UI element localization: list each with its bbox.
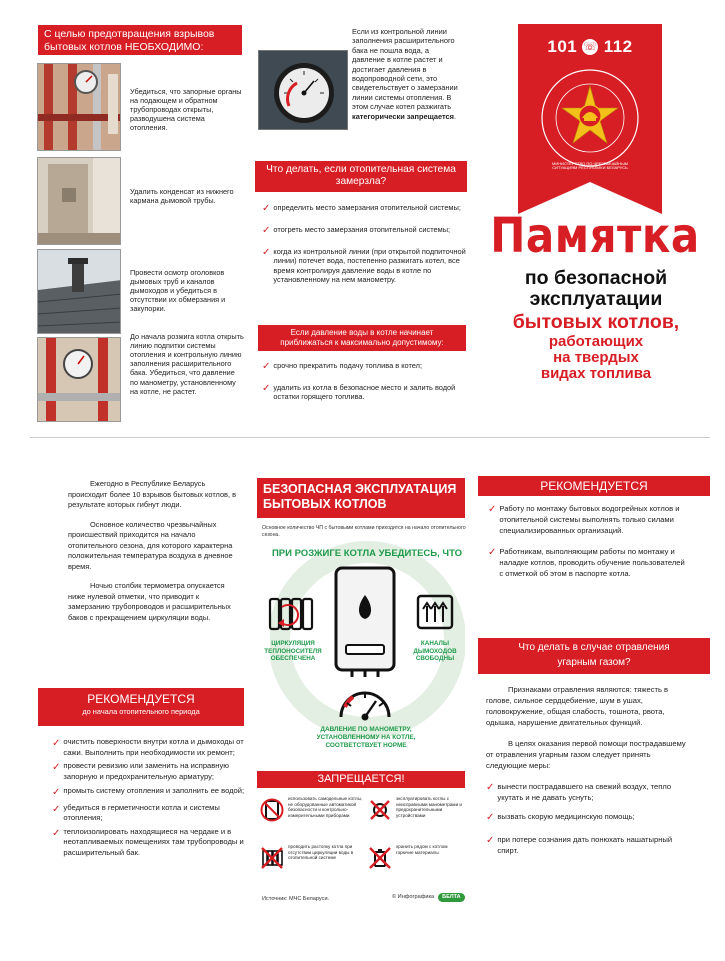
top-left-item-1: Убедиться, что запорные органы на подающем и обратном трубопроводах открыты, разводушена система отопления.	[130, 87, 242, 133]
chimney-channels-icon	[416, 594, 454, 630]
title-line-3: бытовых котлов,	[512, 311, 680, 334]
check-icon: ✓	[52, 738, 61, 749]
top-left-item-4: До начала розжига котла открыть линию подпитки системы отопления и контрольную линию заполнения расширительного бака. Убедиться, что давление по манометру, установленному на котле, не растет.	[130, 332, 244, 396]
gauge-label: ДАВЛЕНИЕ ПО МАНОМЕТРУ, УСТАНОВЛЕННОМУ НА КОТЛЕ, СООТВЕТСТВУЕТ НОРМЕ	[316, 726, 416, 749]
frozen-item: ✓ отогреть место замерзания отопительной системы;	[262, 224, 451, 236]
title-line-6: видах топлива	[540, 364, 652, 382]
pressure-list	[262, 361, 467, 407]
emergency-banner	[518, 24, 662, 214]
forbidden-grid	[260, 796, 470, 886]
photo-pipes-manometer	[37, 63, 121, 151]
check-icon: ✓	[262, 203, 271, 214]
check-icon: ✓	[488, 547, 497, 558]
section-divider	[30, 437, 710, 438]
forbidden-item: хранить рядом с котлом горючие материалы	[368, 844, 470, 884]
infographic-source: Источник: МЧС Беларуси.	[262, 896, 330, 902]
no-circulation-icon	[260, 846, 284, 870]
co-heading: Что делать в случае отравления угарным газом?	[478, 638, 710, 674]
check-icon: ✓	[486, 834, 495, 846]
bl-rec-heading-box	[38, 688, 244, 726]
br-rec-item: ✓ Работу по монтажу бытовых водогрейных котлов и отопительной системы выполнять только силами специализированных организаций.	[488, 504, 680, 535]
title-line-5: на твердых	[553, 349, 639, 367]
infographic-subtitle: Основное количество ЧП с бытовыми котлами приходится на начало отопительного сезона.	[262, 525, 466, 538]
infographic-title: БЕЗОПАСНАЯ ЭКСПЛУАТАЦИЯ БЫТОВЫХ КОТЛОВ	[257, 478, 465, 518]
co-item: ✓ при потере сознания дать понюхать нашатырный спирт.	[486, 834, 673, 855]
bl-rec-item: ✓ провести ревизию или заменить на исправную запорную и предохранительную арматуру;	[52, 761, 229, 781]
bl-rec-item: ✓ очистить поверхности внутри котла и дымоходы от сажи. Выполнить при необходимости их ремонт;	[52, 737, 244, 757]
br-rec-heading: РЕКОМЕНДУЕТСЯ	[478, 476, 710, 496]
bl-rec-item: ✓ промыть систему отопления и заполнить ее водой;	[52, 785, 245, 798]
infographic-credit: © Инфографика БЕЛТА	[392, 893, 465, 902]
intro-post: .	[453, 111, 457, 121]
intro-bold: категорически запрещается	[352, 111, 454, 121]
bl-rec-sub: до начала отопительного периода	[82, 707, 200, 716]
title-sub-block	[478, 268, 714, 382]
circulation-label: ЦИРКУЛЯЦИЯ ТЕПЛОНОСИТЕЛЯ ОБЕСПЕЧЕНА	[264, 640, 322, 663]
phone-112: 112	[603, 37, 633, 56]
check-icon: ✓	[262, 361, 271, 372]
top-left-heading: С целью предотвращения взрывов бытовых котлов НЕОБХОДИМО:	[34, 25, 242, 55]
check-icon: ✓	[52, 762, 61, 774]
check-icon: ✓	[486, 812, 495, 823]
mchs-emblem	[540, 68, 640, 171]
co-section	[486, 684, 688, 861]
forbidden-item: проводить растопку котла при отсутствии циркуляции воды в отопительной системе	[260, 844, 365, 884]
co-item: ✓ вызвать скорую медицинскую помощь;	[486, 811, 688, 826]
title-main: Памятка	[490, 207, 700, 264]
check-heading: ПРИ РОЗЖИГЕ КОТЛА УБЕДИТЕСЬ, ЧТО	[271, 548, 463, 559]
check-icon: ✓	[52, 803, 61, 815]
check-icon: ✓	[486, 782, 495, 793]
co-item: ✓ вынести пострадавшего на свежий воздух, тепло укутать и не давать уснуть;	[486, 782, 672, 802]
br-rec-item: ✓ Работникам, выполняющим работы по монтажу и наладке котлов, проводить обучение пользователей с отметкой об этом в паспорте котла.	[488, 547, 685, 578]
co-paragraph: В целях оказания первой помощи пострадавшему от отравления угарным газом следует принять следующие меры:	[486, 739, 686, 770]
phone-icon: ☏	[583, 41, 598, 53]
top-left-item-3: Провести осмотр оголовков дымовых труб и каналов дымоходов и убедиться в отсутствии их обмерзания и закупорки.	[130, 268, 226, 314]
emblem-ring-text: МИНИСТЕРСТВО ПО ЧРЕЗВЫЧАЙНЫМ СИТУАЦИЯМ РЕСПУБЛИКИ БЕЛАРУСЬ	[551, 161, 629, 171]
boiler-illustration	[332, 565, 398, 677]
intro-paragraph: Основное количество чрезвычайных происшествий приходится на начало отопительного сезона, для которого характерна положительная температура воздуха в дневное время.	[68, 519, 233, 571]
title-line-4: работающих	[548, 333, 644, 351]
bl-rec-list	[52, 737, 246, 864]
chimney-label: КАНАЛЫ ДЫМОХОДОВ СВОБОДНЫ	[413, 640, 457, 663]
phone-101: 101	[547, 37, 578, 56]
frozen-item: ✓ когда из контрольной линии (при открытой подпиточной линии) потечет вода, постепенно разжигать котел, все время контролируя давление воды в котле по установленному на нем манометру.	[262, 246, 466, 284]
title-line-1: по безопасной	[524, 267, 668, 289]
pressure-heading: Если давление воды в котле начинает приближаться к максимально допустимому:	[258, 325, 466, 351]
no-flammables-icon	[368, 846, 392, 870]
title-line-2: эксплуатации	[529, 288, 663, 311]
no-faulty-gauge-icon	[368, 798, 392, 822]
check-icon: ✓	[262, 382, 271, 394]
top-left-item-2: Удалить конденсат из нижнего кармана дымовой трубы.	[130, 187, 234, 206]
no-homemade-boiler-icon	[260, 798, 284, 822]
photo-chimney-condensate	[37, 157, 121, 245]
intro-paragraph: Ночью столбик термометра опускается ниже нулевой отметки, что приводит к замерзанию трубопроводов и расширительных баков с прекращением циркуляции воды.	[68, 581, 231, 622]
photo-roof-chimney	[37, 249, 121, 334]
intro-paragraphs	[68, 479, 240, 632]
top-mid-intro-text	[258, 27, 462, 133]
frozen-heading: Что делать, если отопительная система замерзла?	[255, 161, 467, 192]
check-icon: ✓	[52, 786, 61, 798]
frozen-item: ✓ определить место замерзания отопительной системы;	[262, 203, 461, 214]
br-rec-list	[488, 503, 688, 584]
check-icon: ✓	[262, 246, 271, 258]
belta-logo: БЕЛТА	[438, 893, 464, 902]
photo-red-pipes-manometer	[37, 337, 121, 422]
phone-numbers	[518, 36, 662, 58]
pressure-item: ✓ срочно прекратить подачу топлива в котел;	[262, 361, 423, 372]
frozen-list	[262, 203, 467, 289]
check-icon: ✓	[262, 224, 271, 236]
bl-rec-heading: РЕКОМЕНДУЕТСЯ	[87, 692, 195, 706]
gauge-icon	[335, 685, 395, 723]
check-icon: ✓	[488, 504, 497, 515]
forbidden-item: эксплуатировать котлы с неисправными манометрами и предохранительными устройствами	[368, 796, 470, 840]
intro-pre: Если из контрольной линии заполнения расширительного бака не пошла вода, а давление в котле растет и достигает давления в водопроводной сети, это свидетельствует о замерзании линии системы отопления. В этом случае котел разжигать	[352, 27, 458, 112]
forbidden-item: использовать самодельные котлы, не оборудованные автоматикой безопасности и контрольно-измерительными приборами	[260, 796, 365, 840]
bl-rec-item: ✓ теплоизолировать находящиеся на чердаке и в неотапливаемых помещениях там трубопроводы и расширительный бак.	[52, 826, 244, 857]
bl-rec-item: ✓ убедиться в герметичности котла и системы отопления;	[52, 802, 220, 823]
co-paragraph: Признаками отравления являются: тяжесть в голове, сильное сердцебиение, шум в ушах, головокружение, общая слабость, тошнота, рвота, одышка, нарушение двигательных функций.	[486, 685, 669, 727]
check-icon: ✓	[52, 827, 61, 839]
pressure-item: ✓ удалить из котла в безопасное место и залить водой остатки горящего топлива.	[262, 382, 456, 402]
forbidden-heading: ЗАПРЕЩАЕТСЯ!	[257, 771, 465, 788]
circulation-icon	[268, 593, 314, 633]
intro-paragraph: Ежегодно в Республике Беларусь происходит более 10 взрывов бытовых котлов, в результате которых гибнут люди.	[68, 479, 237, 510]
